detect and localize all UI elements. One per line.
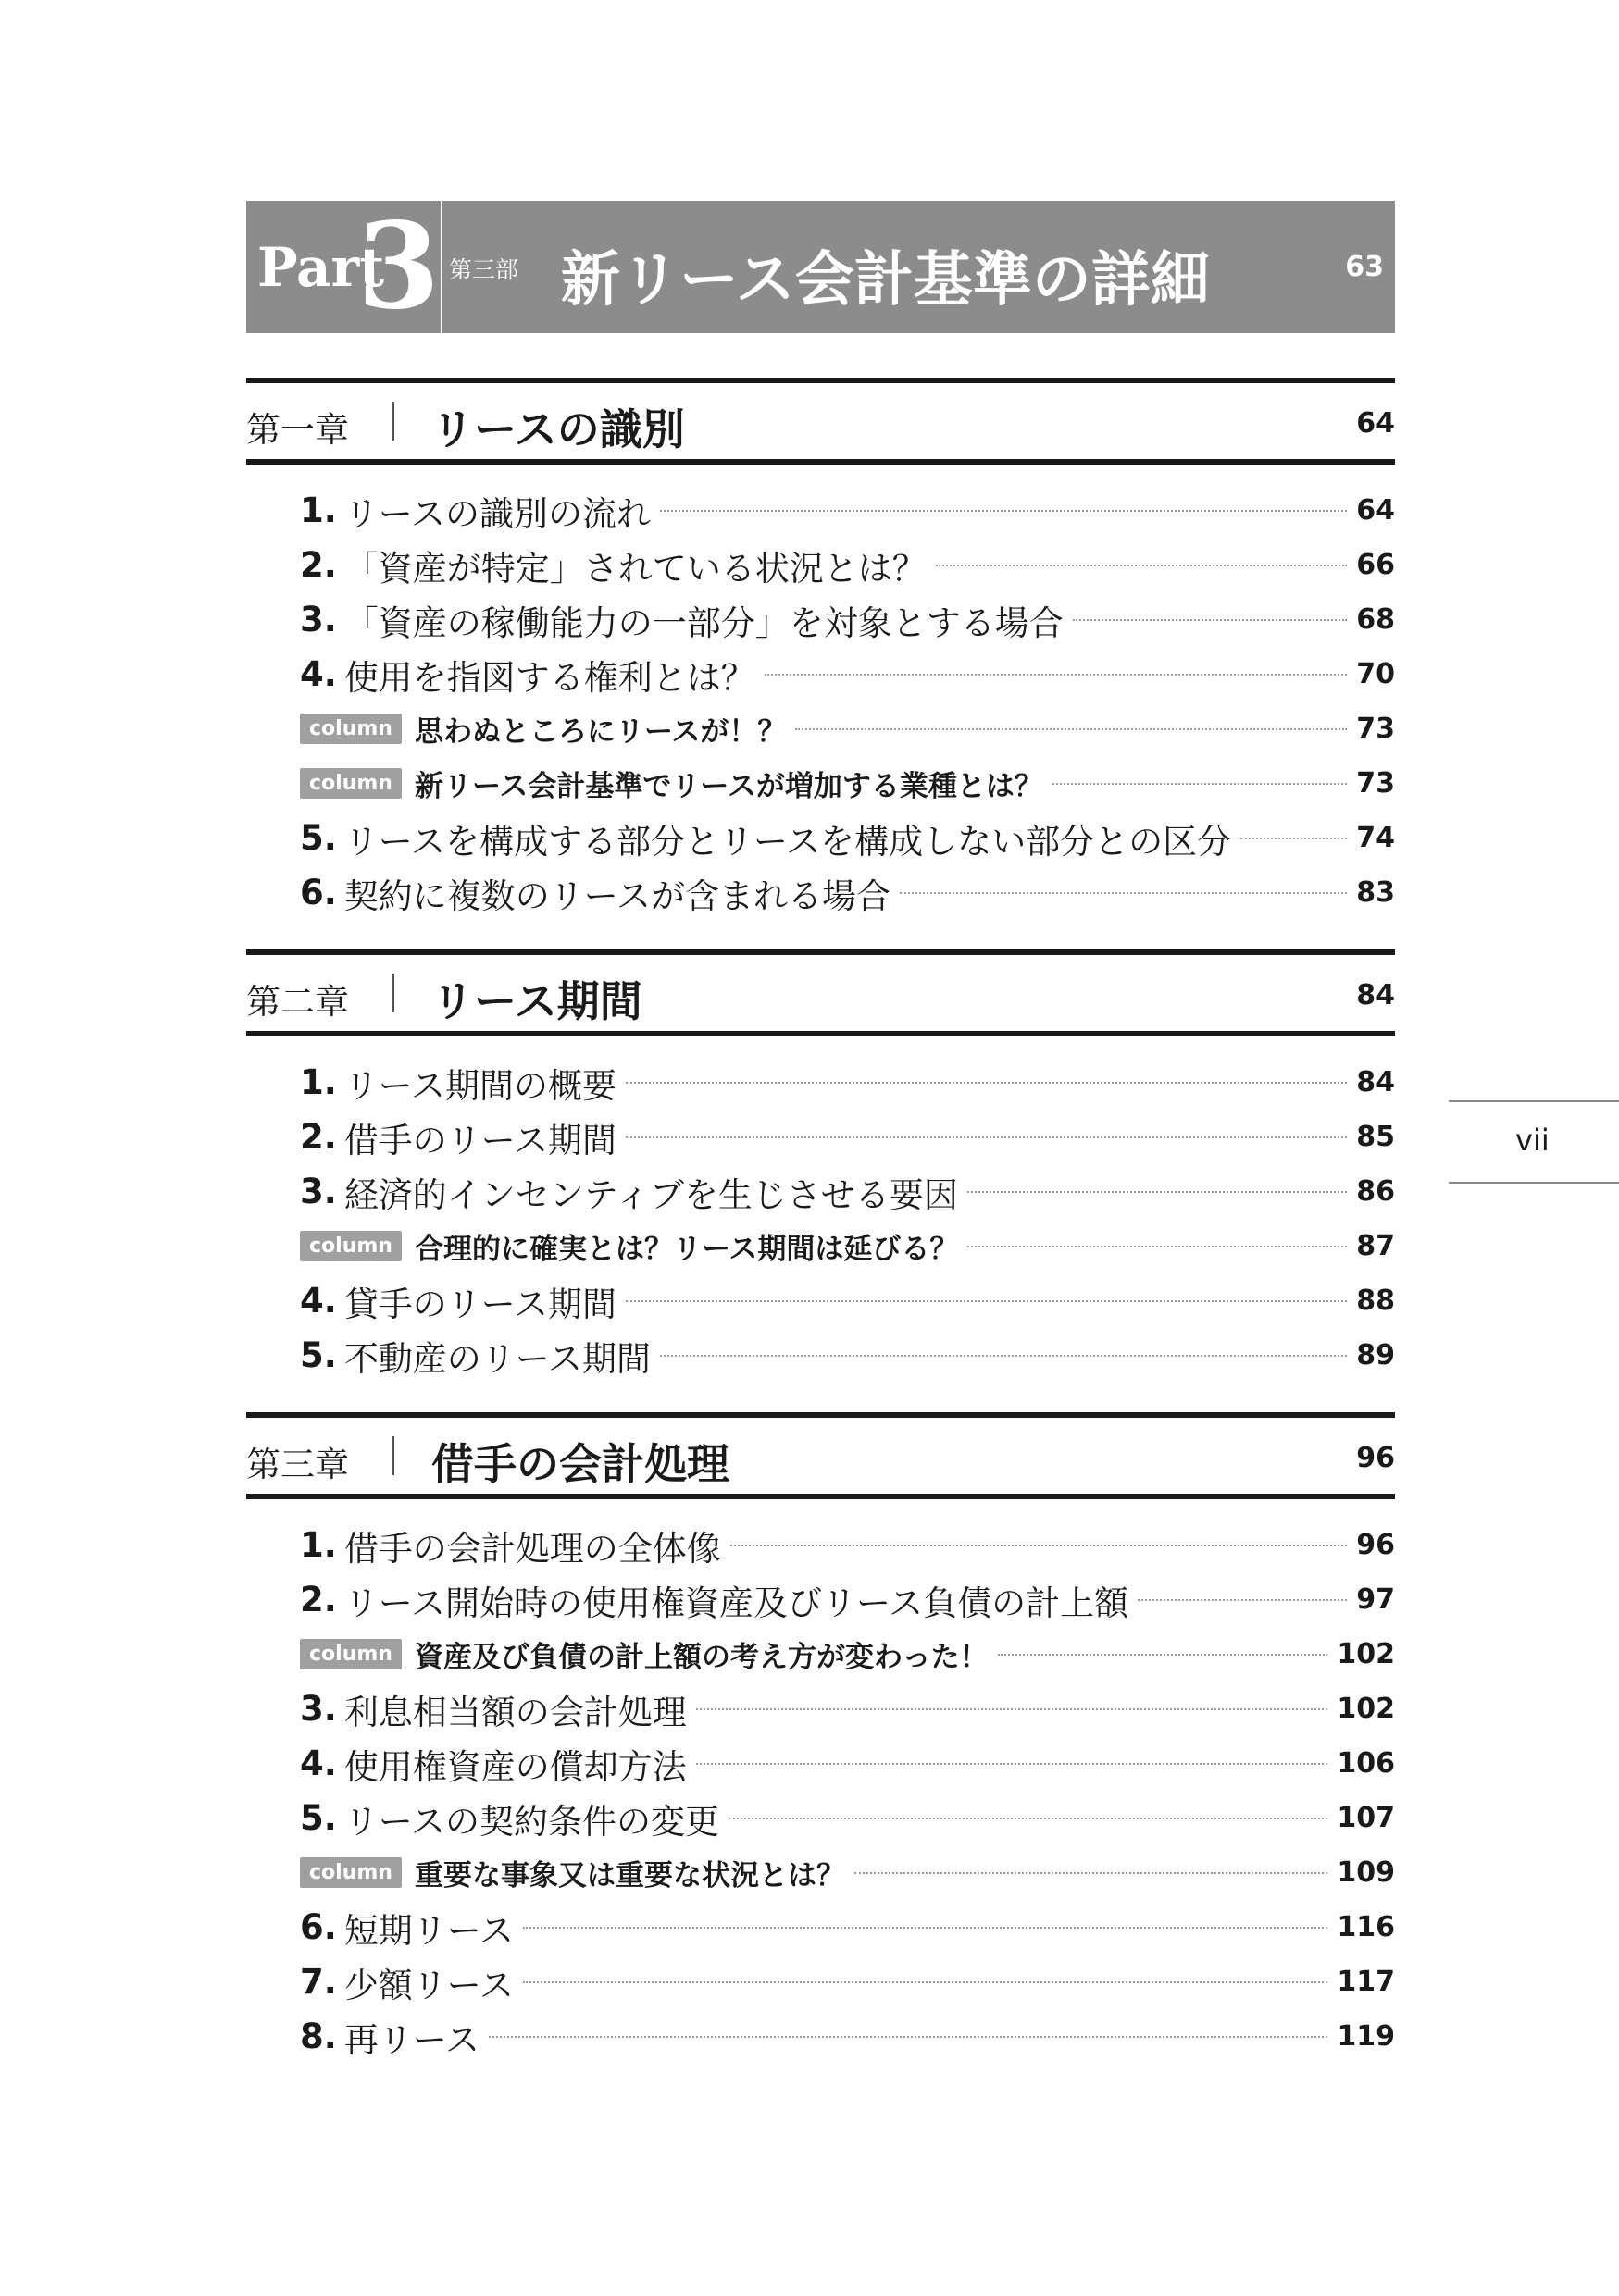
- entry-title: 借手のリース期間: [343, 1120, 616, 1160]
- entry-page-number: 73: [1356, 713, 1395, 745]
- toc-entry[interactable]: [246, 1791, 1395, 1845]
- entry-number: 5.: [300, 1335, 337, 1375]
- entry-page-number: 68: [1356, 603, 1395, 636]
- entry-page-number: 83: [1356, 876, 1395, 909]
- leader-line: [854, 1872, 1327, 1874]
- chapter: [246, 949, 1395, 1383]
- entry-title: 「資産が特定」されている状況とは？: [343, 548, 927, 589]
- part-divider: [441, 201, 442, 333]
- toc-entry[interactable]: [246, 1273, 1395, 1328]
- entry-page-number: 116: [1337, 1911, 1395, 1943]
- entry-page-number: 119: [1337, 2020, 1395, 2053]
- entry-page-number: 102: [1337, 1638, 1395, 1670]
- entry-title: リースの識別の流れ: [343, 493, 651, 534]
- entry-page-number: 74: [1356, 822, 1395, 854]
- leader-line: [696, 1708, 1328, 1710]
- chapter-heading[interactable]: [246, 949, 1395, 1036]
- column-badge: column: [300, 1639, 402, 1669]
- chapter: [246, 378, 1395, 920]
- toc-entry[interactable]: [246, 1736, 1395, 1791]
- chapter-items: [246, 1055, 1395, 1383]
- entry-page-number: 88: [1356, 1285, 1395, 1317]
- entry-page-number: 109: [1337, 1856, 1395, 1889]
- column-entry[interactable]: [246, 701, 1395, 756]
- leader-line: [626, 1300, 1347, 1302]
- toc-entry[interactable]: [246, 1518, 1395, 1572]
- entry-title: 新リース会計基準でリースが増加する業種とは？: [414, 770, 1043, 803]
- entry-page-number: 73: [1356, 767, 1395, 800]
- toc-entry[interactable]: [246, 1955, 1395, 2009]
- leader-line: [730, 1545, 1347, 1546]
- entry-title: 貸手のリース期間: [343, 1284, 616, 1324]
- toc-entry[interactable]: [246, 1164, 1395, 1219]
- entry-title: 使用を指図する権利とは？: [343, 657, 755, 698]
- entry-title: 使用権資産の償却方法: [343, 1746, 687, 1787]
- entry-number: 1.: [300, 490, 337, 530]
- entry-number: 4.: [300, 1744, 337, 1783]
- part-page-number: 63: [1345, 251, 1384, 283]
- entry-title: リース期間の概要: [343, 1065, 616, 1106]
- leader-line: [660, 510, 1347, 512]
- toc-entry[interactable]: [246, 1055, 1395, 1110]
- entry-number: 2.: [300, 1580, 337, 1620]
- entry-title: 短期リース: [343, 1910, 514, 1951]
- leader-line: [523, 1981, 1327, 1983]
- leader-line: [967, 1246, 1347, 1247]
- entry-title: 思わぬところにリースが！？: [414, 715, 787, 749]
- chapter-heading[interactable]: [246, 378, 1395, 465]
- leader-line: [1240, 838, 1347, 839]
- entry-page-number: 89: [1356, 1339, 1395, 1371]
- leader-line: [936, 565, 1347, 566]
- chapter-heading[interactable]: [246, 1412, 1395, 1499]
- entry-page-number: 87: [1356, 1230, 1395, 1262]
- entry-title: 重要な事象又は重要な状況とは？: [414, 1859, 845, 1893]
- entry-number: 2.: [300, 1117, 337, 1157]
- toc-entry[interactable]: [246, 1682, 1395, 1736]
- column-badge: column: [300, 714, 402, 744]
- entry-page-number: 107: [1337, 1802, 1395, 1834]
- chapter-label: 第三章: [246, 1445, 349, 1484]
- chapter-title: リースの識別: [431, 404, 685, 454]
- entry-title: リース開始時の使用権資産及びリース負債の計上額: [343, 1582, 1129, 1623]
- part-jp-label: 第三部: [449, 256, 519, 283]
- part-number: 3: [357, 197, 441, 336]
- chapter-items: [246, 1518, 1395, 2064]
- column-badge: column: [300, 1231, 402, 1261]
- entry-title: リースを構成する部分とリースを構成しない部分との区分: [343, 821, 1232, 862]
- toc-entry[interactable]: [246, 811, 1395, 865]
- entry-page-number: 66: [1356, 549, 1395, 581]
- chapter-page-number: 96: [1356, 1442, 1395, 1474]
- chapter-title: リース期間: [431, 976, 642, 1026]
- chapter-separator: [392, 1436, 394, 1475]
- toc-entry[interactable]: [246, 1110, 1395, 1164]
- folio-number: vii: [1515, 1123, 1550, 1158]
- chapter-title: 借手の会計処理: [431, 1439, 729, 1489]
- leader-line: [765, 674, 1347, 676]
- leader-line: [696, 1763, 1328, 1765]
- chapter-page-number: 64: [1356, 407, 1395, 440]
- column-badge: column: [300, 768, 402, 799]
- toc-entry[interactable]: [246, 647, 1395, 701]
- entry-page-number: 85: [1356, 1121, 1395, 1153]
- entry-number: 4.: [300, 654, 337, 694]
- entry-page-number: 70: [1356, 658, 1395, 690]
- entry-number: 1.: [300, 1062, 337, 1102]
- toc-entry[interactable]: [246, 538, 1395, 592]
- toc-entry[interactable]: [246, 1328, 1395, 1383]
- entry-number: 3.: [300, 1172, 337, 1211]
- entry-title: 合理的に確実とは？リース期間は延びる？: [414, 1233, 959, 1266]
- entry-title: 契約に複数のリースが含まれる場合: [343, 875, 890, 916]
- chapter-separator: [392, 974, 394, 1012]
- entry-title: 利息相当額の会計処理: [343, 1692, 687, 1732]
- entry-page-number: 97: [1356, 1583, 1395, 1616]
- entry-page-number: 86: [1356, 1175, 1395, 1208]
- entry-page-number: 102: [1337, 1693, 1395, 1725]
- toc-entry[interactable]: [246, 592, 1395, 647]
- column-entry[interactable]: [246, 756, 1395, 811]
- entry-title: リースの契約条件の変更: [343, 1801, 719, 1842]
- entry-number: 5.: [300, 1798, 337, 1838]
- part-title: 新リース会計基準の詳細: [561, 246, 1210, 315]
- entry-title: 不動産のリース期間: [343, 1338, 651, 1379]
- toc-entry[interactable]: [246, 1572, 1395, 1627]
- part-word: Part: [257, 236, 384, 299]
- leader-line: [729, 1818, 1327, 1819]
- entry-title: 少額リース: [343, 1965, 514, 2005]
- entry-number: 6.: [300, 873, 337, 912]
- leader-line: [1052, 783, 1347, 785]
- entry-title: 「資産の稼働能力の一部分」を対象とする場合: [343, 602, 1064, 643]
- entry-number: 7.: [300, 1962, 337, 2002]
- entry-page-number: 84: [1356, 1066, 1395, 1098]
- chapter-label: 第二章: [246, 982, 349, 1022]
- entry-number: 5.: [300, 818, 337, 858]
- entry-title: 再リース: [343, 2019, 479, 2060]
- entry-page-number: 106: [1337, 1747, 1395, 1780]
- entry-number: 6.: [300, 1907, 337, 1947]
- leader-line: [660, 1355, 1347, 1357]
- column-entry[interactable]: [246, 1845, 1395, 1900]
- chapter-separator: [392, 402, 394, 441]
- entry-title: 資産及び負債の計上額の考え方が変わった！: [414, 1641, 989, 1674]
- leader-line: [523, 1927, 1327, 1929]
- leader-line: [489, 2036, 1327, 2038]
- entry-number: 4.: [300, 1281, 337, 1321]
- chapter-items: [246, 483, 1395, 920]
- entry-page-number: 117: [1337, 1966, 1395, 1998]
- leader-line: [998, 1654, 1328, 1656]
- entry-number: 3.: [300, 600, 337, 639]
- leader-line: [900, 892, 1347, 894]
- entry-title: 経済的インセンティブを生じさせる要因: [343, 1174, 958, 1215]
- column-entry[interactable]: [246, 1627, 1395, 1682]
- leader-line: [1073, 619, 1347, 621]
- leader-line: [626, 1082, 1347, 1084]
- entry-page-number: 96: [1356, 1529, 1395, 1561]
- column-entry[interactable]: [246, 1219, 1395, 1273]
- column-badge: column: [300, 1857, 402, 1888]
- chapter-page-number: 84: [1356, 979, 1395, 1011]
- entry-number: 2.: [300, 545, 337, 585]
- page-folio: [1449, 1100, 1619, 1184]
- entry-number: 3.: [300, 1689, 337, 1729]
- leader-line: [967, 1191, 1347, 1193]
- entry-title: 借手の会計処理の全体像: [343, 1528, 721, 1569]
- entry-page-number: 64: [1356, 494, 1395, 527]
- entry-number: 1.: [300, 1525, 337, 1565]
- toc-entry[interactable]: [246, 483, 1395, 538]
- entry-number: 8.: [300, 2017, 337, 2056]
- leader-line: [1138, 1599, 1347, 1601]
- part-banner: [246, 197, 1395, 336]
- chapter: [246, 1412, 1395, 2064]
- chapter-label: 第一章: [246, 410, 349, 450]
- leader-line: [626, 1136, 1347, 1138]
- toc-entry[interactable]: [246, 1900, 1395, 1955]
- toc-entry[interactable]: [246, 865, 1395, 920]
- toc-entry[interactable]: [246, 2009, 1395, 2064]
- leader-line: [795, 728, 1347, 730]
